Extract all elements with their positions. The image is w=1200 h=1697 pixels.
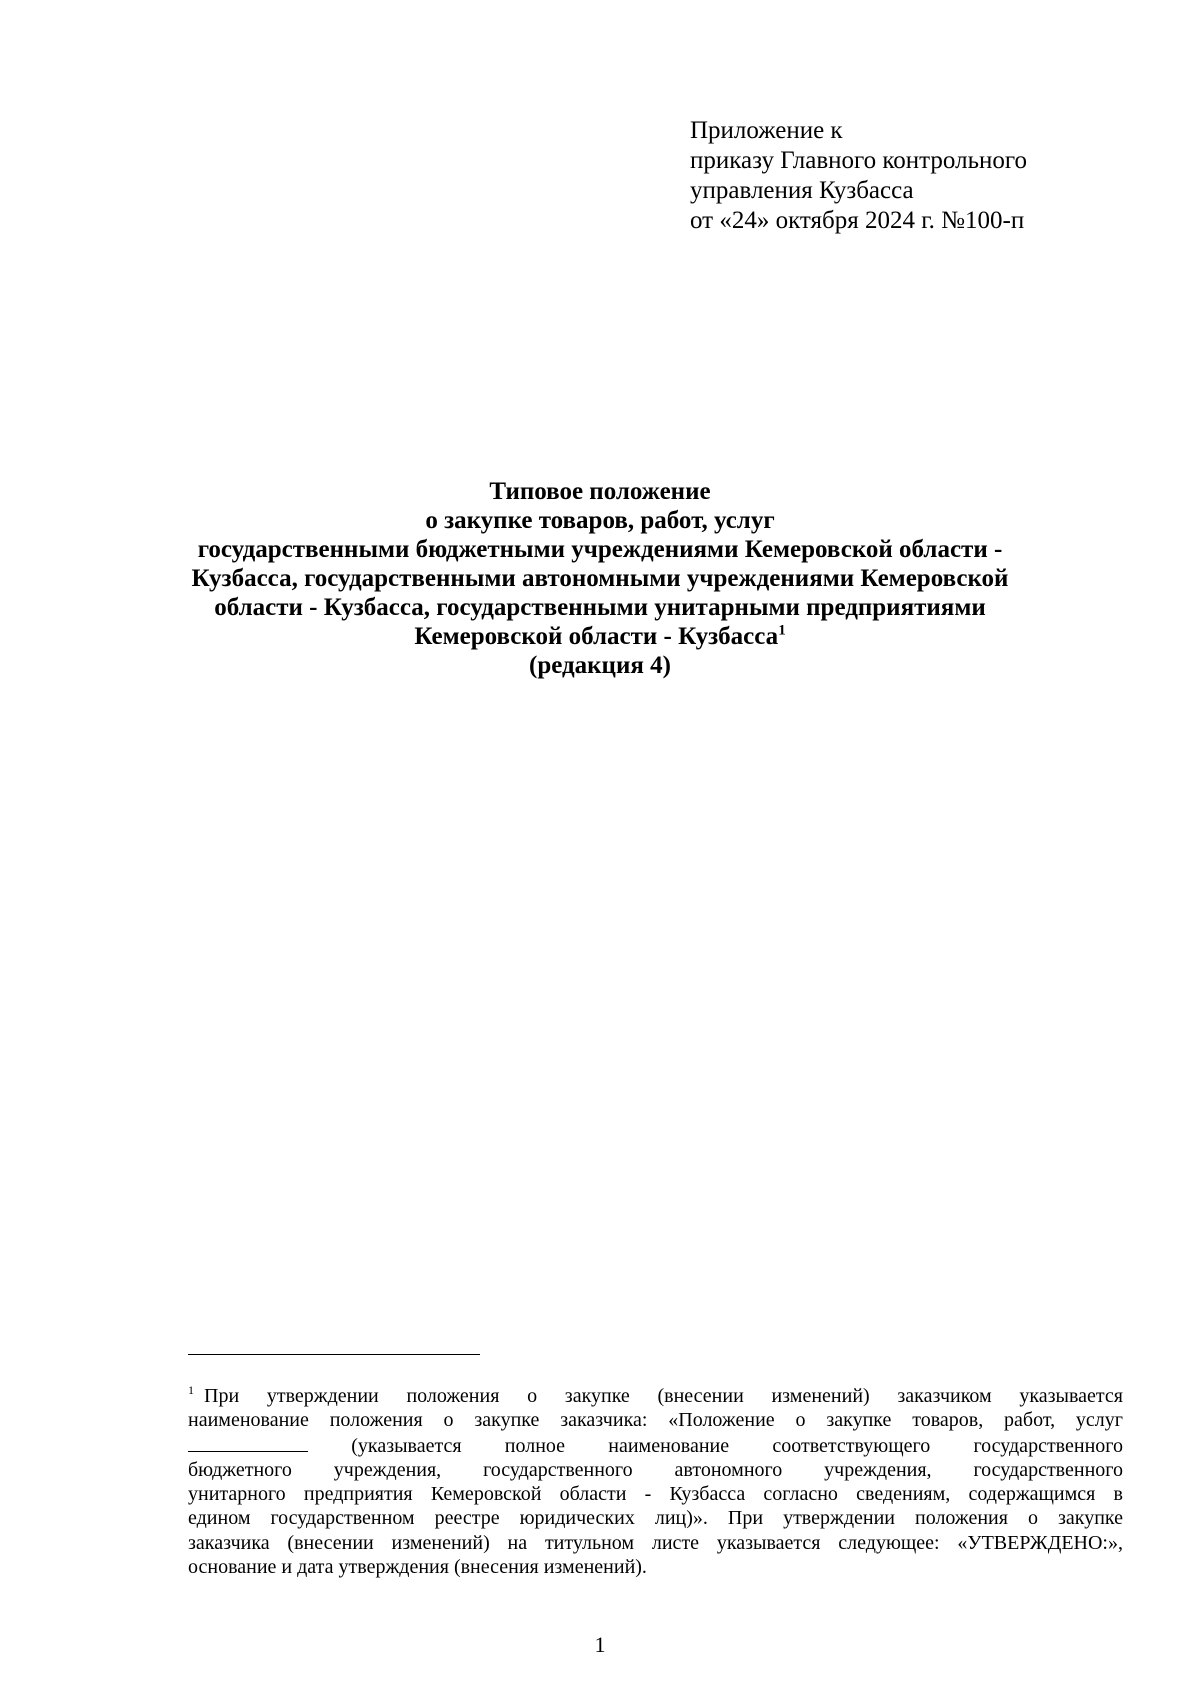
footnote-line: заказчика (внесении изменений) на титульном листе указывается следующее: «УТВЕРЖДЕНО:», bbox=[188, 1531, 1123, 1554]
footnote-line: едином государственном реестре юридических лиц)». При утверждении положения о закупке bbox=[188, 1507, 1123, 1530]
title-line: Кузбасса, государственными автономными учреждениями Кемеровской bbox=[191, 565, 1009, 592]
footnote-marker: 1 bbox=[188, 1383, 194, 1398]
annex-line: приказу Главного контрольного bbox=[690, 147, 1027, 174]
blank-field bbox=[188, 1433, 308, 1452]
title-line: о закупке товаров, работ, услуг bbox=[425, 507, 775, 534]
footnote-line: бюджетного учреждения, государственного автономного учреждения, государственного bbox=[188, 1458, 1123, 1481]
footnote-line: наименование положения о закупке заказчика: «Положение о закупке товаров, работ, услуг bbox=[188, 1409, 1123, 1432]
annex-line: Приложение к bbox=[690, 117, 843, 144]
footnote-line: унитарного предприятия Кемеровской области - Кузбасса согласно сведениям, содержащимся в bbox=[188, 1483, 1123, 1506]
footnote-line bbox=[188, 1384, 1123, 1408]
edition-label: (редакция 4) bbox=[529, 652, 671, 679]
annex-line: от «24» октября 2024 г. №100-п bbox=[690, 207, 1025, 234]
footnote-line: основание и дата утверждения (внесения изменений). bbox=[188, 1556, 647, 1579]
footnote bbox=[188, 1384, 1123, 1579]
title-line: области - Кузбасса, государственными унитарными предприятиями bbox=[214, 594, 986, 621]
annex-line: управления Кузбасса bbox=[690, 177, 914, 204]
footnote-separator bbox=[188, 1354, 480, 1355]
page-number: 1 bbox=[594, 1632, 606, 1657]
document-title bbox=[160, 477, 1040, 680]
title-line: Типовое положение bbox=[489, 478, 711, 505]
footnote-reference[interactable]: 1 bbox=[778, 622, 786, 639]
title-line-text: Кемеровской области - Кузбасса bbox=[414, 623, 779, 650]
title-line: государственными бюджетными учреждениями Кемеровской области - bbox=[197, 536, 1003, 563]
footnote-line-text: (указывается полное наименование соответствующего государственного bbox=[351, 1434, 1123, 1457]
footnote-line bbox=[188, 1433, 1123, 1458]
footnote-line-text: При утверждении положения о закупке (внесении изменений) заказчиком указывается bbox=[204, 1385, 1123, 1407]
title-line-last bbox=[160, 622, 1040, 651]
annex-heading bbox=[690, 116, 1160, 236]
